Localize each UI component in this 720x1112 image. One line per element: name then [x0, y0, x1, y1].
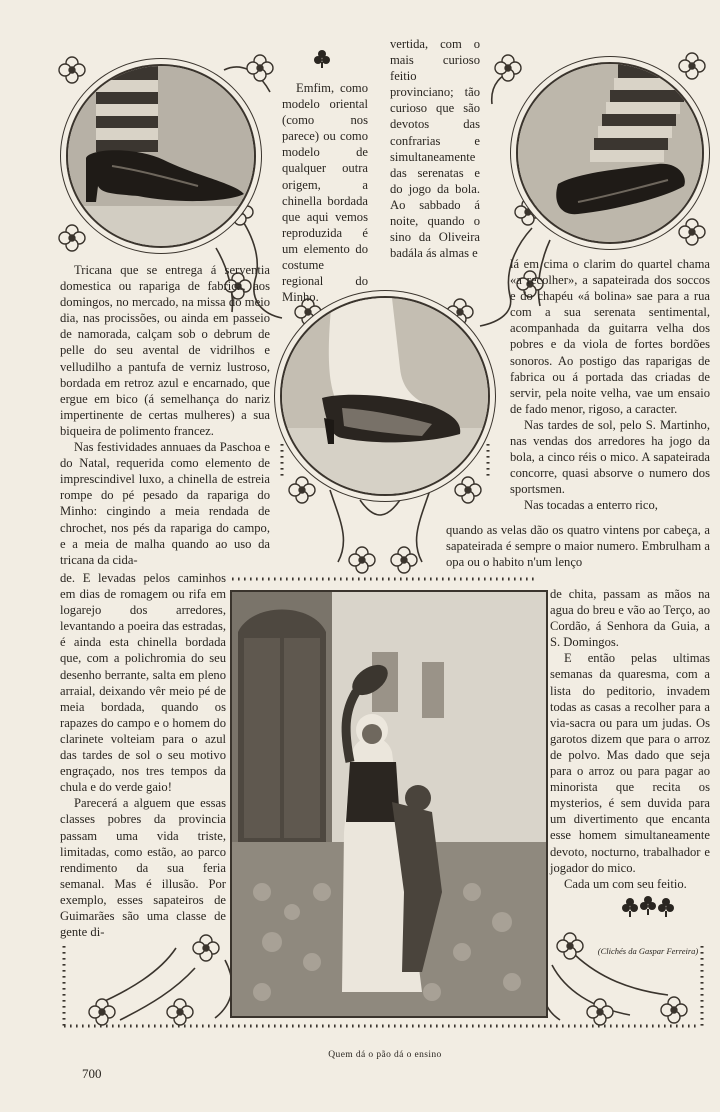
paragraph: lá em cima o clarim do quartel chama «a recolher», a sapateirada dos soccos e do chapéu «á bolina» sae para a rua com a sua serenata sentimental, acompanhada da guitarra velha dos pobres e da viola de fortes bordões sonoros. Ao postigo das raparigas de fabrica ou á portada das criadas de servir, pela noite velha, vae um ensaio de fado menor, rigoso, a caracter.	[510, 257, 710, 416]
text-column-top-middle	[282, 80, 368, 305]
text-column-left-upper	[60, 262, 270, 568]
woman-child-street-illustration	[232, 592, 546, 1016]
paragraph: Cada um com seu feitio.	[564, 876, 687, 891]
shoe-photo-left	[66, 64, 256, 248]
lace-slipper-illustration	[282, 298, 488, 494]
page-number: 700	[82, 1066, 102, 1081]
text-column-top-right	[390, 36, 480, 261]
boot-stripe-illustration	[68, 66, 254, 246]
paragraph: quando as velas dão os quatro vintens por cabeça, a sapateirada é sempre o maior numero. Embrulham a opa ou o habito n'um lenço	[446, 523, 710, 570]
main-photo	[230, 590, 548, 1018]
paragraph: de chita, passam as mãos na agua do breu e vão ao Terço, ao Cordão, á Senhora da Guia, a S. Domingos.	[550, 587, 710, 650]
paragraph: Emfim, como modelo oriental (como nos parece) ou como modelo de qualquer outra origem, a chinella bordada que aqui vemos reproduzida é um elemento do costume regional do Minho.	[282, 81, 368, 305]
paragraph: vertida, com o mais curioso feitio provinciano; tão curioso que são devotos das confrarias e simultaneamente das serenatas e do jogo da bola. Ao sabbado á noite, quando o sino da Oliveira badála ás almas e	[390, 37, 480, 261]
shoe-photo-right	[516, 62, 704, 244]
photo-credit: (Clichés da Gaspar Ferreira)	[597, 946, 699, 956]
paragraph: Tricana que se entrega á serventia domestica ou rapariga de fabrica, aos domingos, no mercado, na missa do meio dia, nas procissões, ou ainda em passeio de namorada, calçam sob o debrum de pelle do seu avental de vidrilhos e velludilho a pantufa de verniz lustroso, bordada em retroz azul e encarnado, que ergue em bico (á semelhança do nariz impertinente de certas mulheres) a sua biqueira de polimento francez.	[60, 263, 270, 438]
paragraph: E então pelas ultimas semanas da quaresma, com a lista do peditorio, invadem todas as casas a recolher para a via-sacra ou para um judas. Os garotos dizem que para o arroz de polvo. Mas dado que seja para o arroz ou para pagar ao minorista que recita os mysterios, é sem duvida para um divertimento que encanta esse homem simultaneamente devoto, nocturno, trabalhador e jogador do mico.	[550, 651, 710, 875]
paragraph: Nas festividades annuaes da Paschoa e do Natal, requerida como elemento de imprescindivel luxo, a chinella de estreia rompe do pé pesado da rapariga do Minho: cingindo a meia rendada de chrochet, nos pés da rapariga do campo, e a meia de malha quando ao uso da tricana da cida-	[60, 440, 270, 567]
paragraph: de. E levadas pelos caminhos em dias de romagem ou rifa em logarejo dos arredores, levantando a poeira das estradas, é ainda esta chinella bordada que, com a polichromia do seu desenho berrante, salta em pleno arraial, deixando vêr meio pé de meia bordada, quando os rapazes do campo e o homem do clarinete volteiam para o azul das tardes de sol o seu motivo engraçado, nos tres tempos da chula e do verde gaio!	[60, 571, 226, 795]
paragraph: Nas tardes de sol, pelo S. Martinho, nas vendas dos arredores ha jogo da bola, a cinco réis o mico. A sapateirada concorre, quasi absorve o numero dos sportsmen.	[510, 417, 710, 497]
text-column-right-lower	[550, 586, 710, 892]
paragraph: Nas tocadas a enterro rico,	[524, 498, 658, 513]
text-bridge	[446, 522, 710, 570]
photo-caption: Quem dá o pão dá o ensino	[328, 1050, 442, 1060]
shoe-photo-center	[280, 296, 490, 496]
text-column-right-upper	[510, 256, 710, 514]
boot-stripe-illustration-right	[518, 64, 702, 242]
paragraph: Parecerá a alguem que essas classes pobres da provincia passam uma vida triste, limitadas, como estão, ao parco rendimento da sua feria semanal. Mas é illusão. Por exemplo, esses sapateiros de Guimarães são uma classe de gente di-	[60, 796, 226, 940]
text-column-left-lower	[60, 570, 226, 940]
